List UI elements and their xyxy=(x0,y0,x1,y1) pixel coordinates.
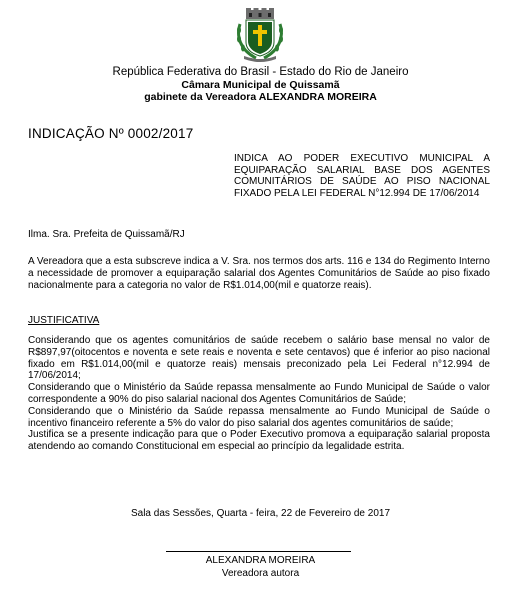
header-line-chamber: Câmara Municipal de Quissamã xyxy=(181,79,340,91)
ementa: INDICA AO PODER EXECUTIVO MUNICIPAL A EQUIPARAÇÃO SALARIAL BASE DOS AGENTES COMUNITÁRIOS DE SAÚDE AO PISO NACIONAL FIXADO PELA LEI FEDERAL N°12.994 DE 17/06/2014 xyxy=(234,153,490,199)
considerando-2: Considerando que o Ministério da Saúde repassa mensalmente ao Fundo Municipal de Saúde o valor correspondente a 90% do piso salarial nacional dos Agentes Comunitários de Saúde; xyxy=(28,382,490,405)
header-line-republic: República Federativa do Brasil - Estado do Rio de Janeiro xyxy=(112,66,409,78)
header-line-office: gabinete da Vereadora ALEXANDRA MOREIRA xyxy=(144,91,377,103)
justificativa-body xyxy=(28,335,490,453)
indicacao-title: INDICAÇÃO Nº 0002/2017 xyxy=(28,126,194,141)
municipal-crest-icon xyxy=(234,8,286,62)
signature-name: ALEXANDRA MOREIRA xyxy=(205,555,316,566)
location-date: Sala das Sessões, Quarta - feira, 22 de Fevereiro de 2017 xyxy=(130,508,391,519)
considerando-3: Considerando que o Ministério da Saúde repassa mensalmente ao Fundo Municipal de Saúde o incentivo financeiro referente a 5% do valor do piso salarial dos agentes comunitários de saúde; xyxy=(28,405,490,429)
intro-paragraph: A Vereadora que a esta subscreve indica a V. Sra. nos termos dos arts. 116 e 134 do Regimento Interno a necessidade de promover a equiparação salarial dos Agentes Comunitários de Saúde ao piso fixado nacionalmente para a categoria no valor de R$1.014,00(mil e quatorze reais). xyxy=(28,256,490,291)
addressee: Ilma. Sra. Prefeita de Quissamã/RJ xyxy=(28,229,185,240)
signature-role: Vereadora autora xyxy=(221,568,300,579)
considerando-1: Considerando que os agentes comunitários de saúde recebem o salário base mensal no valor de R$897,97(oitocentos e noventa e sete reais e noventa e sete centavos) que é inferior ao piso nacional fixado em R$1.014,00(mil e quatorze reais) mensais preconizado pela Lei Federal n°12.994 de 17/06/2014; xyxy=(28,335,490,382)
signature-line xyxy=(166,551,351,552)
justifica-paragraph: Justifica se a presente indicação para que o Poder Executivo promova a equiparação salarial proposta atendendo ao comando Constitucional em especial ao princípio da legalidade estrita. xyxy=(28,429,490,453)
justificativa-heading: JUSTIFICATIVA xyxy=(28,315,100,326)
letterhead xyxy=(0,66,521,103)
